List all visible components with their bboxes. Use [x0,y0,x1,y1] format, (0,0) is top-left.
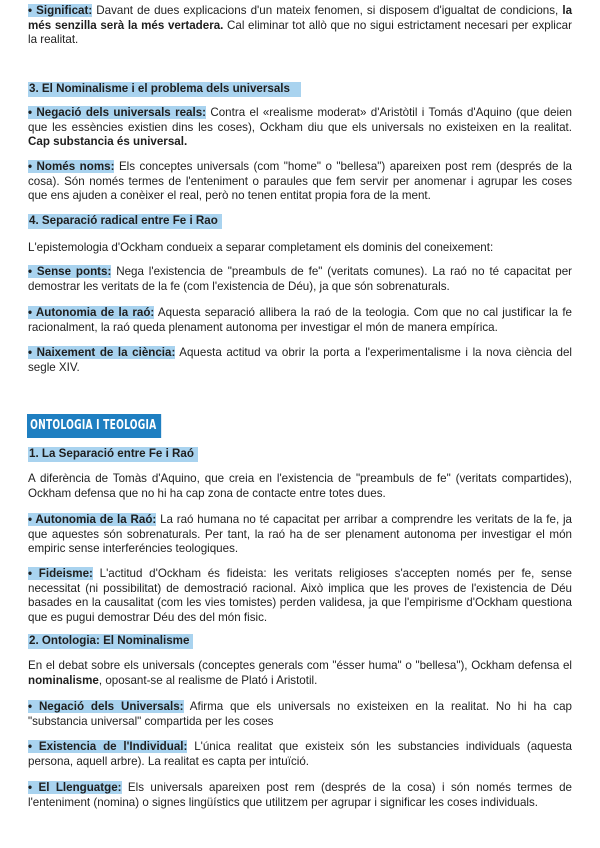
bold-text: nominalisme [28,673,99,687]
text: L'única realitat que existeix són les substancies individuals (aquesta persona, aquell arbre). La realitat es capta per intuïció. [28,740,572,768]
text: , oposant-se al realisme de Plató i Aristotil. [98,673,318,687]
paragraph-debat [28,659,572,688]
term-individual: • Existencia de l'Individual: [28,740,188,753]
paragraph-individual [28,740,572,769]
section-heading-2: 2. Ontologia: El Nominalisme [28,634,193,649]
paragraph-autonomia [28,306,572,335]
text: Aquesta separació allibera la raó de la teologia. Com que no cal justificar la fe racionalment, la raó queda plenament autonoma per investigar el món de manera empírica. [28,306,573,334]
paragraph-negacio-universals [28,700,572,729]
text: Aquesta actitud va obrir la porta a l'experimentalisme i la nova ciència del segle XIV. [28,346,572,374]
term-autonomia-rao: • Autonomia de la Raó: [28,513,157,526]
text: Nega l'existencia de "preambuls de fe" (veritats comunes). La raó no té capacitat per demostrar les veritats de la fe (com l'existencia de Déu), ja que són sobrenaturals. [28,265,572,293]
term-significat: • Significat: [28,4,93,17]
term-fideisme: • Fideisme: [28,567,93,580]
paragraph-autonomia-rao [28,513,572,557]
paragraph-adiferencia: A diferència de Tomàs d'Aquino, que creia en l'existencia de "preambuls de fe" (veritats compartides), Ockham defensa que no hi ha cap zona de contacte entre totes dues. [28,472,572,500]
paragraph-significat [28,4,572,48]
term-autonomia: • Autonomia de la raó: [28,306,155,319]
text: En el debat sobre els universals (conceptes generals com "ésser huma" o "bellesa"), Ockham defensa el [28,659,572,672]
term-ciencia: • Naixement de la ciència: [28,346,176,359]
chapter-title: ONTOLOGIA I TEOLOGIA [27,414,161,438]
paragraph-ciencia [28,346,572,375]
bold-text: la més senzilla serà la més vertadera. [28,4,573,32]
text: Contra el «realisme moderat» d'Aristòtil i Tomás d'Aquino (que deien que les essències existien dins les coses), Ockham diu que els universals no existeixen en la realitat. [28,106,572,134]
paragraph-ponts [28,265,572,294]
bold-text: Cap substancia és universal. [28,135,188,149]
section-heading-3: 3. El Nominalisme i el problema dels universals [28,82,301,97]
term-llenguatge: • El Llenguatge: [28,781,122,794]
term-ponts: • Sense ponts: [28,265,112,278]
section-heading-1: 1. La Separació entre Fe i Raó [28,447,198,462]
text: La raó humana no té capacitat per arribar a comprendre les veritats de la fe, ja que aquestes són sobrenaturals. Per tant, la raó ha de ser plenament autonoma per investigar el món empiric sense interferéncies teologiques. [28,513,572,556]
term-noms: • Només noms: [28,160,115,173]
paragraph-noms [28,160,572,204]
term-negacio-universals: • Negació dels Universals: [28,700,184,713]
text: Els universals apareixen post rem (després de la cosa) i són només termes de l'enteniment (nomina) o signes lingüístics que utilitzem per agrupar i significar les coses individuals. [28,781,572,809]
paragraph-fideisme [28,567,572,625]
term-negacio: • Negació dels universals reals: [28,106,207,119]
text: Els conceptes universals (com "home" o "bellesa") apareixen post rem (després de la cosa). Són només termes de l'enteniment o paraules que fem servir per anomenar i agrupar les coses que ens ajuden a conèixer el real, però no tenen entitat propia fora de la ment. [28,160,572,203]
text: Afirma que els universals no existeixen en la realitat. No hi ha cap "substancia universal" compartida per les coses [28,700,572,728]
text: Davant de dues explicacions d'un mateix fenomen, si disposem d'igualtat de condicions, [92,4,563,17]
paragraph-negacio [28,106,572,150]
text: L'actitud d'Ockham és fideista: les veritats religioses s'accepten només per fe, sense necessitat (ni possibilitat) de demostració racional. Això implica que les proves de l'existencia de Déu basades en la causalitat (com les vies tomistes) perden validesa, ja que l'empirisme d'Ockham questiona que es pugui demostrar Déu des del món fisic. [28,567,573,624]
paragraph-llenguatge [28,781,572,810]
section-heading-4: 4. Separació radical entre Fe i Rao [28,214,222,229]
text: Cal eliminar tot allò que no sigui estrictament necesari per explicar la realitat. [28,18,572,47]
paragraph-intro-4: L'epistemologia d'Ockham condueix a separar completament els dominis del coneixement: [28,241,494,254]
